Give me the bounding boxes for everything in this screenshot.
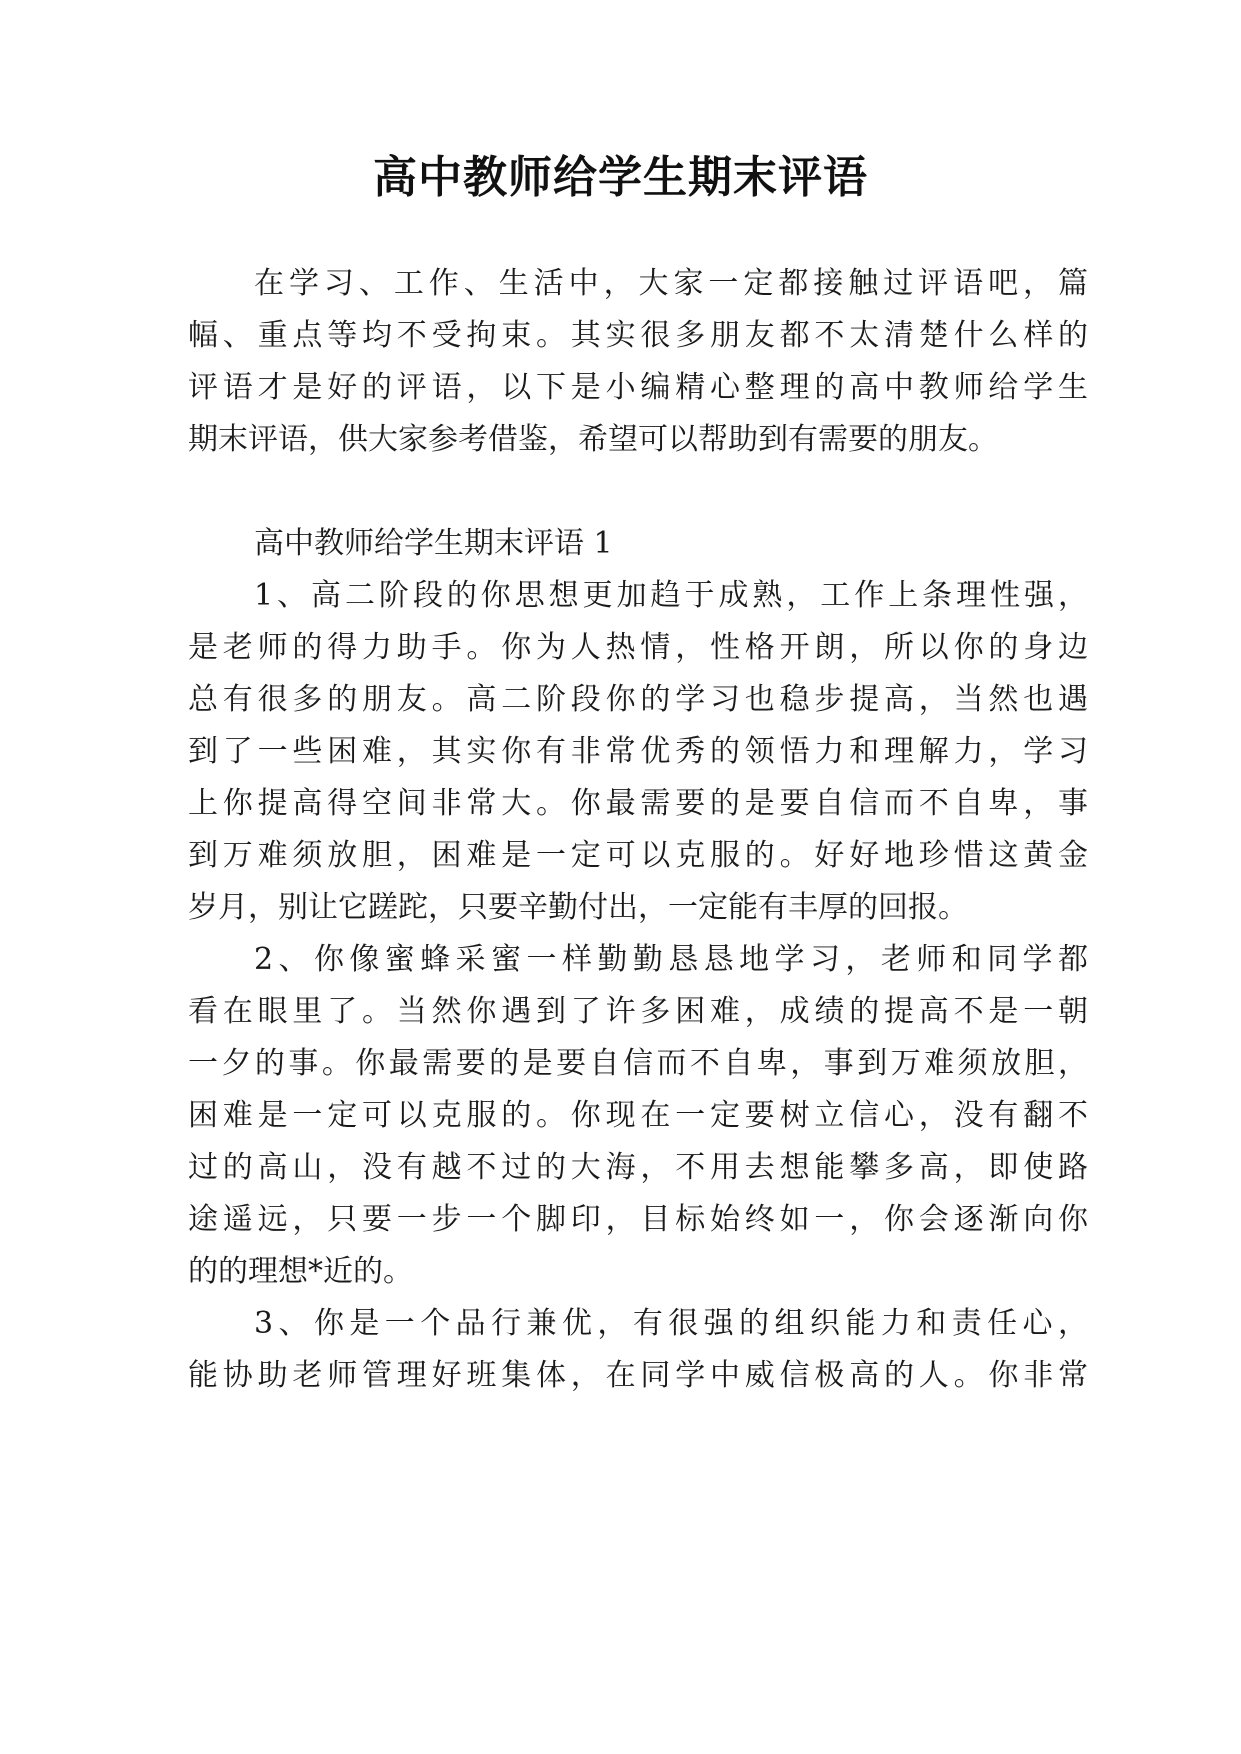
paragraph-line: 过的高山，没有越不过的大海，不用去想能攀多高，即使路 [188,1150,1088,1185]
intro-line: 期末评语，供大家参考借鉴，希望可以帮助到有需要的朋友。 [188,422,998,457]
section-heading: 高中教师给学生期末评语 1 [254,526,613,561]
paragraph-line: 困难是一定可以克服的。你现在一定要树立信心，没有翻不 [188,1098,1088,1133]
paragraph-line: 上你提高得空间非常大。你最需要的是要自信而不自卑，事 [188,786,1088,821]
paragraph-line: 岁月，别让它蹉跎，只要辛勤付出，一定能有丰厚的回报。 [188,890,968,925]
intro-line: 幅、重点等均不受拘束。其实很多朋友都不太清楚什么样的 [188,318,1088,353]
intro-line: 评语才是好的评语，以下是小编精心整理的高中教师给学生 [188,370,1088,405]
paragraph-line: 看在眼里了。当然你遇到了许多困难，成绩的提高不是一朝 [188,994,1088,1029]
paragraph-line: 到了一些困难，其实你有非常优秀的领悟力和理解力，学习 [188,734,1088,769]
paragraph-line: 能协助老师管理好班集体，在同学中威信极高的人。你非常 [188,1358,1088,1393]
paragraph-line: 的的理想*近的。 [188,1254,413,1289]
paragraph-line: 是老师的得力助手。你为人热情，性格开朗，所以你的身边 [188,630,1088,665]
document-title: 高中教师给学生期末评语 [373,152,868,203]
paragraph-line: 途遥远，只要一步一个脚印，目标始终如一，你会逐渐向你 [188,1202,1088,1237]
paragraph-line: 总有很多的朋友。高二阶段你的学习也稳步提高，当然也遇 [188,682,1088,717]
paragraph-line: 3、你是一个品行兼优，有很强的组织能力和责任心， [254,1306,1088,1341]
intro-line: 在学习、工作、生活中，大家一定都接触过评语吧，篇 [254,266,1088,301]
paragraph-line: 2、你像蜜蜂采蜜一样勤勤恳恳地学习，老师和同学都 [254,942,1088,977]
paragraph-line: 一夕的事。你最需要的是要自信而不自卑，事到万难须放胆， [188,1046,1088,1081]
paragraph-line: 到万难须放胆，困难是一定可以克服的。好好地珍惜这黄金 [188,838,1088,873]
paragraph-line: 1、高二阶段的你思想更加趋于成熟，工作上条理性强， [254,578,1088,613]
